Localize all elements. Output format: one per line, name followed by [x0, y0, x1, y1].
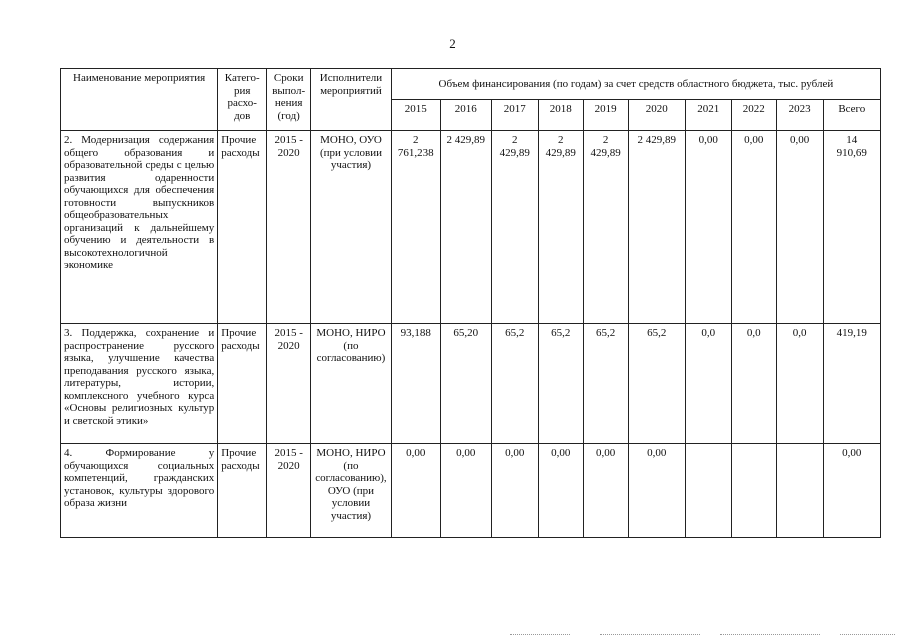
year-header: 2019: [583, 100, 628, 131]
total-cell: 419,19: [823, 324, 880, 444]
value-cell: [776, 444, 823, 538]
value-cell: 0,0: [685, 324, 731, 444]
value-cell: 2 761,238: [391, 131, 440, 324]
expense-category: Прочие расходы: [218, 324, 267, 444]
year-header: 2020: [628, 100, 685, 131]
page-number: 2: [449, 36, 456, 51]
header-executors: Исполнители мероприятий: [311, 69, 392, 131]
year-header: 2023: [776, 100, 823, 131]
scan-artifact-line: [510, 634, 570, 636]
year-header: 2017: [491, 100, 538, 131]
expense-category: Прочие расходы: [218, 131, 267, 324]
value-cell: 0,00: [776, 131, 823, 324]
value-cell: 65,2: [538, 324, 583, 444]
header-funding: Объем финансирования (по годам) за счет средств областного бюджета, тыс. рублей: [391, 69, 880, 100]
value-cell: 0,00: [685, 131, 731, 324]
execution-terms: 2015 - 2020: [267, 444, 311, 538]
value-cell: 0,00: [538, 444, 583, 538]
value-cell: 0,00: [491, 444, 538, 538]
value-cell: 93,188: [391, 324, 440, 444]
activity-name: 2. Модернизация содержания общего образования и образовательной среды с целью развития одаренности обучающихся для обеспечения готовности выпускников общеобразовательных организаций к дальнейшему обучению и деятельности в высокотехнологичной экономике: [61, 131, 218, 324]
scan-artifact-line: [600, 634, 700, 636]
value-cell: 0,00: [440, 444, 491, 538]
execution-terms: 2015 - 2020: [267, 131, 311, 324]
value-cell: [685, 444, 731, 538]
total-cell: 14 910,69: [823, 131, 880, 324]
value-cell: 65,2: [628, 324, 685, 444]
year-header: 2022: [731, 100, 776, 131]
value-cell: 2 429,89: [440, 131, 491, 324]
value-cell: 0,0: [731, 324, 776, 444]
value-cell: [731, 444, 776, 538]
year-header: 2016: [440, 100, 491, 131]
year-header: 2021: [685, 100, 731, 131]
value-cell: 0,00: [628, 444, 685, 538]
scan-artifact-line: [720, 634, 820, 636]
scan-artifact-line: [840, 634, 895, 636]
header-terms: Сроки выпол- нения (год): [267, 69, 311, 131]
funding-table: [60, 68, 881, 538]
value-cell: 2 429,89: [628, 131, 685, 324]
total-cell: 0,00: [823, 444, 880, 538]
execution-terms: 2015 - 2020: [267, 324, 311, 444]
year-header: 2018: [538, 100, 583, 131]
year-header: 2015: [391, 100, 440, 131]
activity-name: 4. Формирование у обучающихся социальных компетенций, гражданских установок, культуры здорового образа жизни: [61, 444, 218, 538]
executors: МОНО, НИРО (по согласованию), ОУО (при условии участия): [311, 444, 392, 538]
expense-category: Прочие расходы: [218, 444, 267, 538]
header-name: Наименование мероприятия: [61, 69, 218, 131]
value-cell: 2 429,89: [491, 131, 538, 324]
total-header: Всего: [823, 100, 880, 131]
value-cell: 0,00: [731, 131, 776, 324]
value-cell: 0,00: [391, 444, 440, 538]
header-category: Катего- рия расхо- дов: [218, 69, 267, 131]
table-row: [61, 131, 881, 324]
value-cell: 65,2: [583, 324, 628, 444]
value-cell: 2 429,89: [583, 131, 628, 324]
activity-name: 3. Поддержка, сохранение и распространение русского языка, улучшение качества преподавания русского языка, литературы, истории, комплексного учебного курса «Основы религиозных культур и светской этики»: [61, 324, 218, 444]
value-cell: 0,00: [583, 444, 628, 538]
table-row: [61, 324, 881, 444]
executors: МОНО, ОУО (при условии участия): [311, 131, 392, 324]
table-row: [61, 444, 881, 538]
value-cell: 0,0: [776, 324, 823, 444]
value-cell: 65,20: [440, 324, 491, 444]
value-cell: 65,2: [491, 324, 538, 444]
executors: МОНО, НИРО (по согласованию): [311, 324, 392, 444]
value-cell: 2 429,89: [538, 131, 583, 324]
